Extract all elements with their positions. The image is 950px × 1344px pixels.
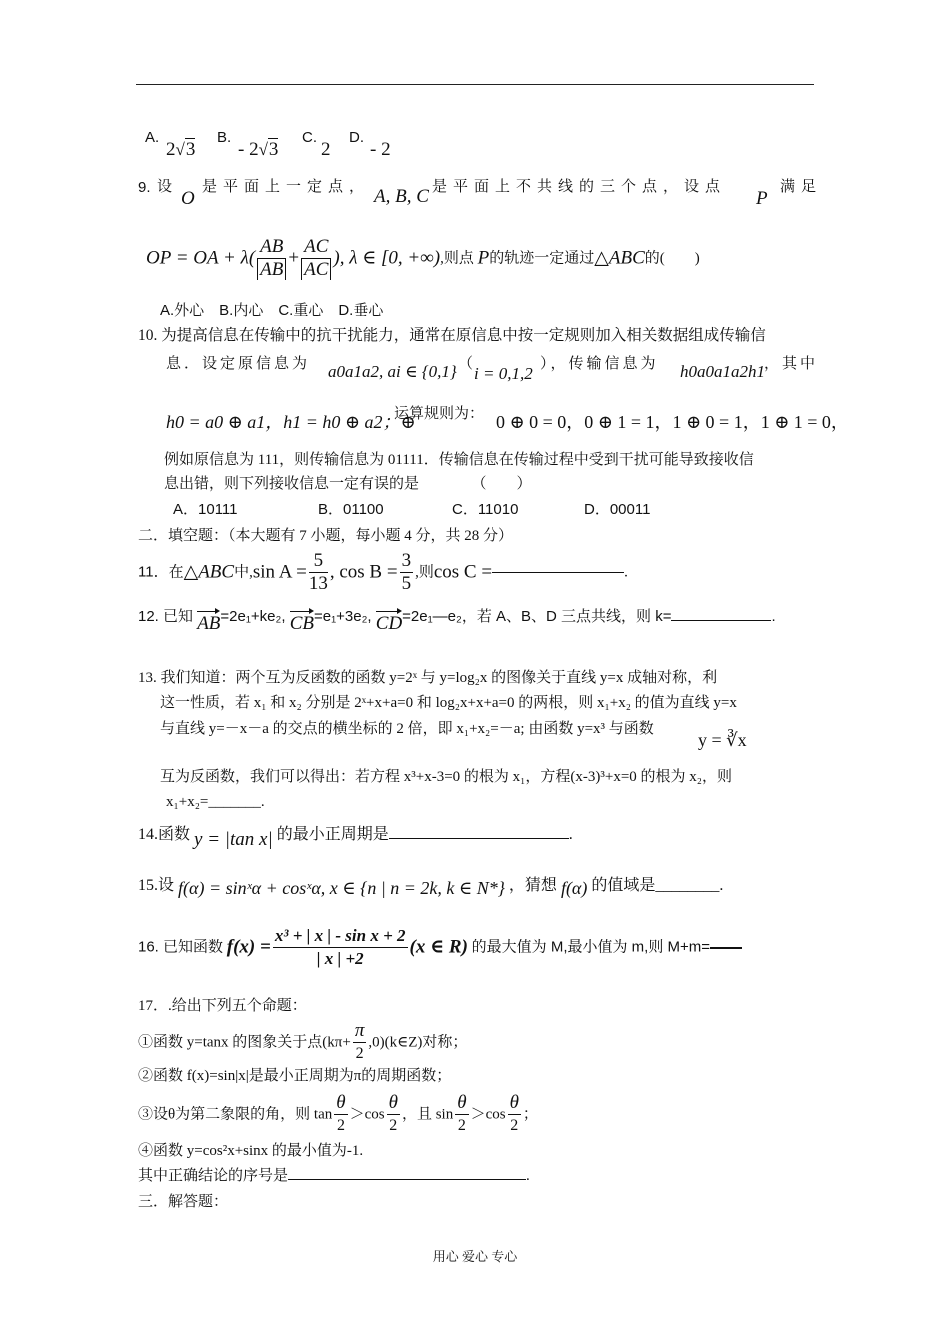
q9-text-4: 满足 <box>780 179 823 195</box>
q17-theta-fraction-3: $\frac{\theta}{2}$ <box>457 1092 467 1134</box>
q13-line-1: 13. 我们知道：两个互为反函数的函数 y=2ˣ 与 y=log₂x 的图像关于直线 y=x 成轴对称，利 <box>138 670 718 686</box>
q9-text-3: 是平面上不共线的三个点，设点 <box>432 179 727 195</box>
q17-item-1: ①函数 y=tanx 的图象关于点(kπ+ $\frac{\pi}{2}$ ,0)(k∈Z)对称； <box>138 1020 467 1066</box>
q10-rule-text: 运算规则为： <box>394 406 485 422</box>
q17-item-4: ④函数 y=cos²x+sinx 的最小值为-1. <box>138 1143 364 1159</box>
q10-line-1: 10. 为提高信息在传输中的抗干扰能力，通常在原信息中按一定规则加入相关数据组成传输信 <box>138 327 766 344</box>
q10-option-c: C．11010 <box>452 501 519 518</box>
q10-option-a: A．10111 <box>173 501 238 518</box>
header-rule <box>136 84 814 85</box>
q9-point-o: O <box>181 188 195 209</box>
q17-item-3: ③设θ为第二象限的角，则 tan $\frac{\theta}{2}$ ＞cos $\frac{\theta}{2}$ ，且 sin $\frac{\theta}{2}$ ＞cos $\frac{\theta}{2}$ ； <box>138 1092 538 1138</box>
q13-line-2: 这一性质，若 x₁ 和 x₂ 分别是 2ˣ+x+a=0 和 log₂x+x+a=0 的两根，则 x₁+x₂ 的值为直线 y=x <box>160 695 737 711</box>
q10-line-4: 例如原信息为 111，则传输信息为 01111．传输信息在传输过程中受到干扰可能导致接收信 <box>164 452 754 468</box>
q10-rules: 0 ⊕ 0 = 0，0 ⊕ 1 = 1，1 ⊕ 0 = 1，1 ⊕ 1 = 0， <box>496 412 849 432</box>
q10-option-b: B．01100 <box>318 501 384 518</box>
q11-fraction-1: $\frac{5}{13}$ <box>308 550 328 594</box>
q10-info: a0a1a2, ai ∈ {0,1} <box>328 362 457 381</box>
q10-line-2d: ，其中 <box>764 356 819 372</box>
q8-option-a-value: 2√3 <box>166 139 196 160</box>
q8-option-a: A. <box>145 129 160 146</box>
q9-fraction-ab: $\frac{AB}{AB}$ <box>257 236 286 281</box>
q16: 16. 已知函数 f(x) = $\frac{\text{x³ + | x | - sin x + 2}}{| x | +2}$ (x ∈ R) 的最大值为 M,最小值为 m,则 M+m= <box>138 925 742 977</box>
q17-item-2: ②函数 f(x)=sin|x|是最小正周期为π的周期函数； <box>138 1068 452 1084</box>
q13-formula: y = ∛x <box>698 730 747 750</box>
q17-answer-blank <box>288 1179 526 1180</box>
q9-number: 9. <box>138 179 151 196</box>
q9-points-abc: A, B, C <box>374 186 429 207</box>
section-2-heading: 二．填空题：（本大题有 7 小题，每小题 4 分，共 28 分） <box>138 528 514 544</box>
q9-text-2: 是平面上一定点， <box>202 179 371 195</box>
q10-line-5: 息出错，则下列接收信息一定有误的是 （ ） <box>164 476 532 492</box>
q11-answer-blank <box>492 572 624 573</box>
q9-point-p: P <box>756 188 768 209</box>
q10-line-2a: 息．设定原信息为 <box>166 356 311 372</box>
q10-formula: h0 = a0 ⊕ a1，h1 = h0 ⊕ a2；⊕ <box>166 412 416 432</box>
q13-line-3: 与直线 y=－x－a 的交点的横坐标的 2 倍，即 x₁+x₂=－a; 由函数 y=x³ 与函数 <box>160 721 654 737</box>
section-3-heading: 三．解答题： <box>138 1194 229 1210</box>
q11-fraction-2: $\frac{3}{5}$ <box>401 550 412 594</box>
q13-line-5: x₁+x₂=_______. <box>166 794 265 810</box>
q10-index: i = 0,1,2 <box>474 364 533 383</box>
q9-fraction-ac: $\frac{AC}{AC}$ <box>301 236 331 281</box>
q11: 11．在△ABC中,sin A = $\frac{5}{13}$ , cos B = $\frac{3}{5}$ ,则cos C = . <box>138 550 628 594</box>
q17-theta-fraction-2: $\frac{\theta}{2}$ <box>388 1092 398 1134</box>
q8-option-d-value: - 2 <box>370 139 391 160</box>
q12-answer-blank <box>671 620 771 621</box>
q16-answer-blank <box>710 947 742 949</box>
q17-theta-fraction-4: $\frac{\theta}{2}$ <box>509 1092 519 1134</box>
q8-option-c: C. <box>302 129 317 146</box>
q16-fraction: $\frac{\text{x³ + | x | - sin x + 2}}{| x | +2}$ <box>274 926 406 968</box>
q8-option-c-value: 2 <box>321 139 331 160</box>
q8-option-b: B. <box>217 129 232 146</box>
q9-text-1: 设 <box>157 179 179 195</box>
q17-heading: 17．.给出下列五个命题： <box>138 998 307 1014</box>
q8-option-d: D. <box>349 129 364 146</box>
q17-pi-fraction: $\frac{\pi}{2}$ <box>354 1020 365 1062</box>
q10-line-2c: ），传输信息为 <box>540 356 659 372</box>
q10-line-2b: （ <box>458 356 474 372</box>
q10-option-d: D．00011 <box>584 501 651 518</box>
q14: 14.函数 y = |tan x| 的最小正周期是 . <box>138 826 573 850</box>
q9-formula: OP = OA + λ( $\frac{AB}{AB}$ + $\frac{AC}{AC}$ ), λ ∈ [0, +∞),则点 P的轨迹一定通过△ABC的( ) <box>146 236 700 280</box>
q9-options: A.外心 B.内心 C.重心 D.垂心 <box>160 302 384 319</box>
q17-theta-fraction-1: $\frac{\theta}{2}$ <box>336 1092 346 1134</box>
q15: 15.设 f(α) = sinˣα + cosˣα, x ∈ {n | n = 2k, k ∈ N*} ，猜想 f(α) 的值域是________. <box>138 877 724 898</box>
q17-conclusion: 其中正确结论的序号是 . <box>138 1168 530 1184</box>
q13-line-4: 互为反函数，我们可以得出：若方程 x³+x-3=0 的根为 x₁，方程(x-3)³+x=0 的根为 x₂，则 <box>160 769 733 785</box>
q10-transmit: h0a0a1a2h1 <box>680 362 765 381</box>
q12: 12. 已知 AB=2e₁+ke₂, CB=e₁+3e₂, CD=2e₁—e₂，若 A、B、D 三点共线，则 k= . <box>138 608 776 634</box>
q8-option-b-value: - 2√3 <box>238 139 279 160</box>
page-footer: 用心 爱心 专心 <box>432 1249 518 1264</box>
q14-answer-blank <box>389 838 569 839</box>
